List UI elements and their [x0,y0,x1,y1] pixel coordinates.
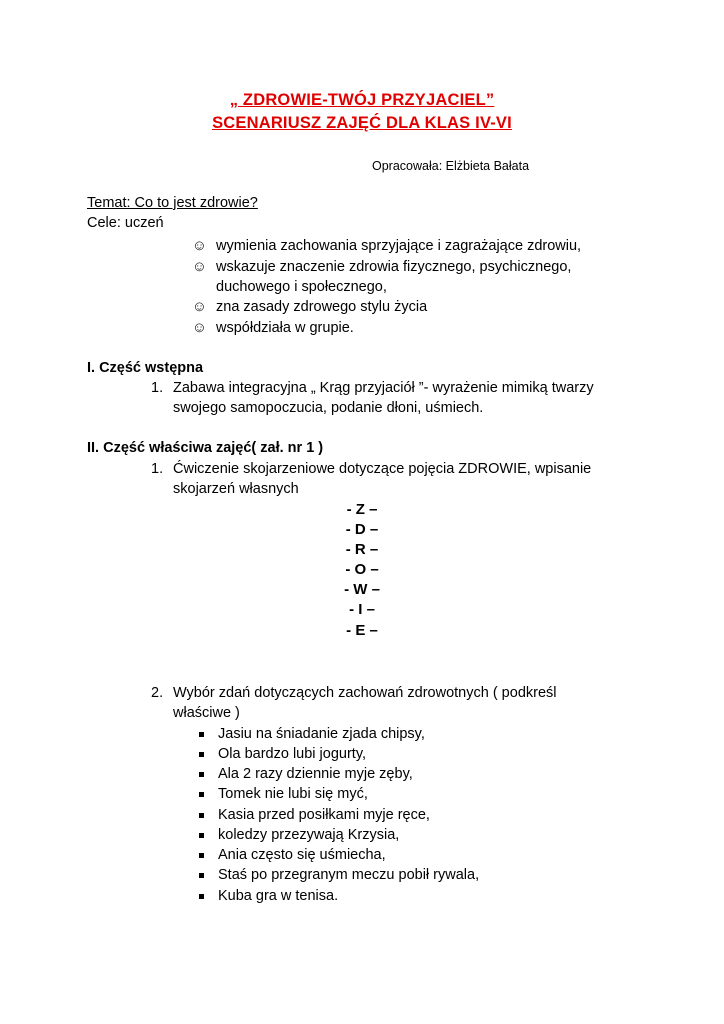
sentence-item: Ala 2 razy dziennie myje zęby, [218,766,413,782]
smiley-icon: ☺ [192,238,207,254]
document-title: „ ZDROWIE-TWÓJ PRZYJACIEL” [229,91,495,109]
topic-heading: Temat: Co to jest zdrowie? [87,195,258,211]
section2-heading: II. Część właściwa zajęć( zał. nr 1 ) [87,440,324,456]
zdrowie-letter: - Z – [346,501,378,518]
smiley-icon: ☺ [192,259,207,275]
goal-text: wskazuje znaczenie zdrowia fizycznego, psychicznego, [216,259,572,275]
section2-item2-number: 2. [151,685,164,701]
goal-text-continued: duchowego i społecznego, [216,279,387,295]
bullet-icon [199,752,204,757]
smiley-icon: ☺ [192,320,207,336]
section1-item-number: 1. [151,380,164,396]
zdrowie-letter: - O – [345,561,379,578]
bullet-icon [199,833,204,838]
document-subtitle: SCENARIUSZ ZAJĘĆ DLA KLAS IV-VI [212,114,512,132]
bullet-icon [199,894,204,899]
goals-label: Cele: uczeń [87,215,164,231]
section1-item-text: Zabawa integracyjna „ Krąg przyjaciół ”- wyrażenie mimiką twarzy [173,380,594,396]
sentence-item: Tomek nie lubi się myć, [218,786,368,802]
zdrowie-letter: - E – [346,622,378,639]
goal-text: współdziała w grupie. [216,320,354,336]
goal-item [192,297,427,317]
zdrowie-letter: - R – [345,541,379,558]
sentence-item: Kuba gra w tenisa. [218,888,339,904]
section2-item1-text-continued: skojarzeń własnych [173,481,299,497]
goal-item [192,318,354,338]
bullet-icon [199,772,204,777]
bullet-icon [199,732,204,737]
sentence-item: Ola bardzo lubi jogurty, [218,746,367,762]
section1-heading: I. Część wstępna [87,360,204,376]
sentence-item: Staś po przegranym meczu pobił rywala, [218,867,480,883]
bullet-icon [199,813,204,818]
sentence-item: Ania często się uśmiecha, [218,847,386,863]
goal-item [192,236,581,256]
zdrowie-letter: - D – [345,521,379,538]
bullet-icon [199,873,204,878]
bullet-icon [199,853,204,858]
section2-item1-number: 1. [151,461,164,477]
goal-item [192,257,571,277]
section2-item1-text: Ćwiczenie skojarzeniowe dotyczące pojęcia ZDROWIE, wpisanie [173,461,592,477]
section1-item-text-continued: swojego samopoczucia, podanie dłoni, uśmiech. [173,400,484,416]
section2-item2-text-continued: właściwe ) [173,705,240,721]
goal-text: wymienia zachowania sprzyjające i zagrażające zdrowiu, [216,238,582,254]
bullet-icon [199,792,204,797]
sentence-item: Jasiu na śniadanie zjada chipsy, [218,726,425,742]
sentence-item: Kasia przed posiłkami myje ręce, [218,807,430,823]
section2-item2-text: Wybór zdań dotyczących zachowań zdrowotnych ( podkreśl [173,685,557,701]
sentence-item: koledzy przezywają Krzysia, [218,827,400,843]
zdrowie-letter: - W – [344,581,380,598]
smiley-icon: ☺ [192,299,207,315]
zdrowie-letter: - I – [349,601,375,618]
author-credit: Opracowała: Elżbieta Bałata [372,159,530,173]
goal-text: zna zasady zdrowego stylu życia [216,299,428,315]
